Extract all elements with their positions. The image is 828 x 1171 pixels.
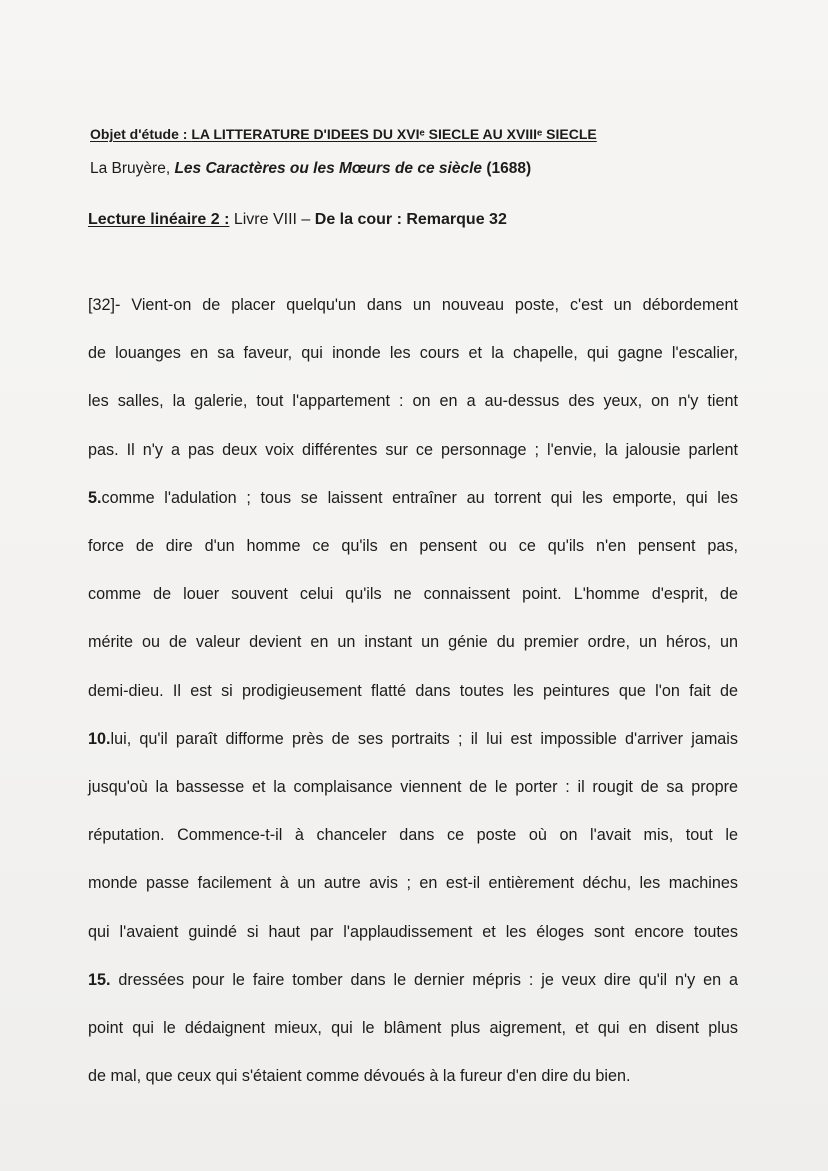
work-title: Les Caractères ou les Mœurs de ce siècle bbox=[174, 160, 483, 177]
passage-line bbox=[88, 730, 738, 749]
line-text: pas. Il n'y a pas deux voix différentes sur ce personnage ; l'envie, la jalousie parlent bbox=[88, 440, 738, 459]
passage-line bbox=[88, 682, 738, 701]
study-object-prefix: Objet d'étude : bbox=[90, 126, 192, 142]
study-object-title: LA LITTERATURE D'IDEES DU XVIᵉ SIECLE AU XVIIIᵉ SIECLE bbox=[191, 126, 597, 142]
line-text: demi-dieu. Il est si prodigieusement flatté dans toutes les peintures que l'on fait de bbox=[88, 681, 738, 700]
passage-line bbox=[88, 923, 738, 942]
line-text: lui, qu'il paraît difforme près de ses portraits ; il lui est impossible d'arriver jamais bbox=[110, 729, 738, 748]
passage-line bbox=[88, 441, 738, 460]
line-text: de louanges en sa faveur, qui inonde les cours et la chapelle, qui gagne l'escalier, bbox=[88, 344, 738, 363]
author-name: La Bruyère, bbox=[90, 160, 175, 177]
study-object-line bbox=[90, 126, 597, 143]
passage-line bbox=[88, 344, 738, 363]
lecture-detail: De la cour : Remarque 32 bbox=[314, 211, 507, 228]
line-text: de mal, que ceux qui s'étaient comme dévoués à la fureur d'en dire du bien. bbox=[88, 1067, 631, 1086]
passage-line bbox=[88, 826, 738, 845]
passage-line bbox=[88, 392, 738, 411]
line-text: réputation. Commence-t-il à chanceler dans ce poste où on l'avait mis, tout le bbox=[88, 826, 738, 845]
line-text: qui l'avaient guindé si haut par l'applaudissement et les éloges sont encore toutes bbox=[88, 922, 738, 941]
line-text: comme l'adulation ; tous se laissent entraîner au torrent qui les emporte, qui les bbox=[101, 488, 738, 507]
line-text: force de dire d'un homme ce qu'ils en pensent ou ce qu'ils n'en pensent pas, bbox=[88, 537, 738, 555]
line-text: jusqu'où la bassesse et la complaisance viennent de le porter : il rougit de sa propre bbox=[88, 778, 738, 796]
passage-line bbox=[88, 633, 738, 652]
line-text: [32]- Vient-on de placer quelqu'un dans un nouveau poste, c'est un débordement bbox=[88, 296, 738, 314]
passage-line bbox=[88, 778, 738, 797]
line-text: comme de louer souvent celui qu'ils ne connaissent point. L'homme d'esprit, de bbox=[88, 585, 738, 604]
passage-line bbox=[88, 489, 738, 508]
work-reference-line bbox=[90, 160, 531, 179]
passage-line bbox=[88, 1067, 738, 1086]
line-text: monde passe facilement à un autre avis ; en est-il entièrement déchu, les machines bbox=[88, 874, 738, 893]
passage-line bbox=[88, 537, 738, 556]
line-number: 15. bbox=[88, 970, 119, 989]
passage-line bbox=[88, 1019, 738, 1038]
line-text: mérite ou de valeur devient en un instant un génie du premier ordre, un héros, un bbox=[88, 633, 738, 652]
passage-line bbox=[88, 874, 738, 893]
work-year: (1688) bbox=[482, 160, 532, 177]
line-text: les salles, la galerie, tout l'appartement : on en a au-dessus des yeux, on n'y tient bbox=[88, 392, 738, 411]
lecture-label: Lecture linéaire 2 : bbox=[88, 211, 230, 228]
line-text: dressées pour le faire tomber dans le dernier mépris : je veux dire qu'il n'y en a bbox=[118, 970, 738, 989]
lecture-livre: Livre VIII – bbox=[229, 211, 315, 228]
passage-line bbox=[88, 296, 738, 315]
line-number: 5. bbox=[88, 488, 102, 507]
passage-line bbox=[88, 971, 738, 990]
line-text: point qui le dédaignent mieux, qui le blâment plus aigrement, et qui en disent plus bbox=[88, 1019, 738, 1037]
line-number: 10. bbox=[88, 729, 111, 748]
lecture-line bbox=[88, 210, 507, 229]
passage-line bbox=[88, 585, 738, 604]
